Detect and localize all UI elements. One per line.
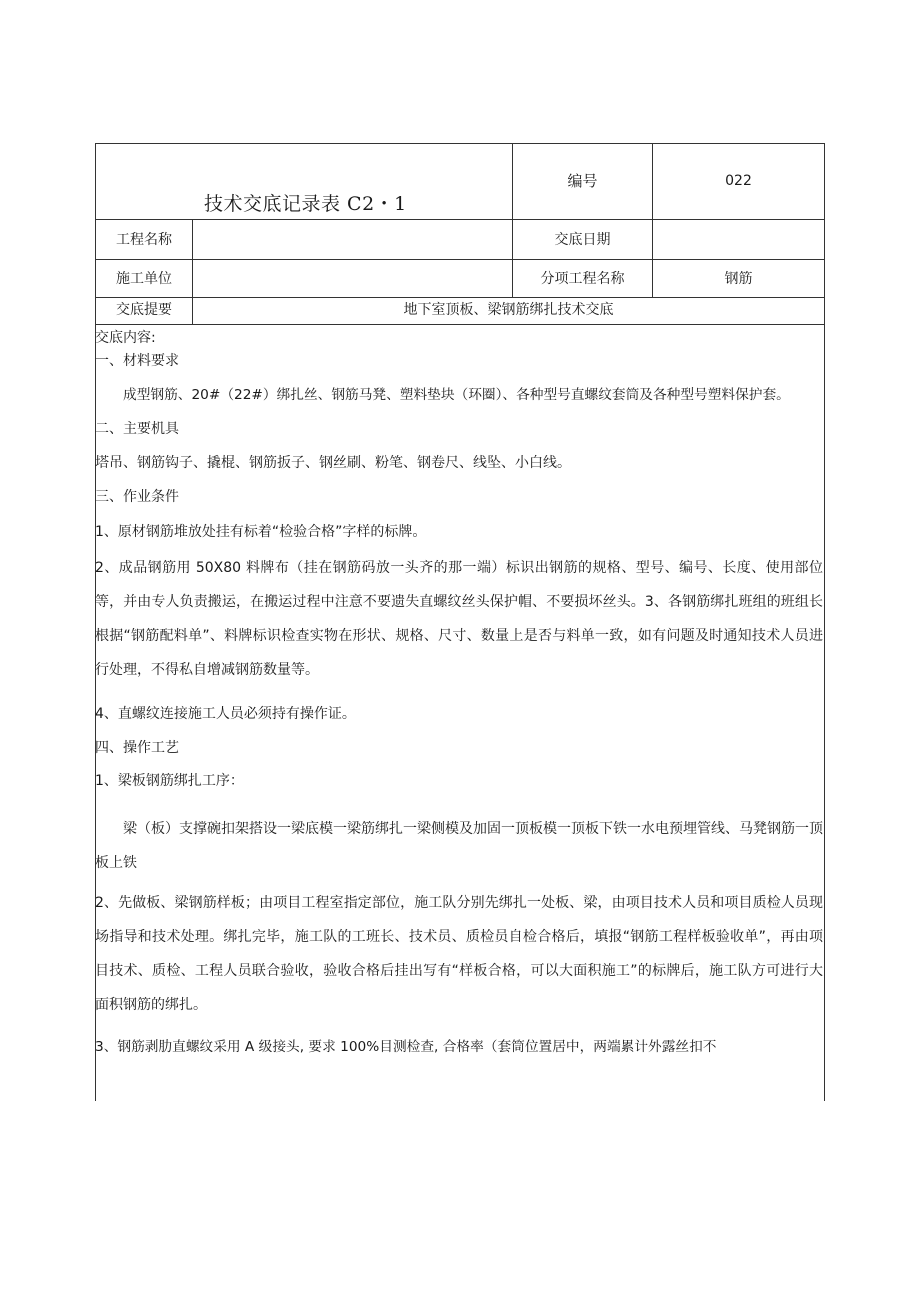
section-heading-conditions: 三、作业条件 xyxy=(95,489,179,505)
condition-4: 4、直螺纹连接施工人员必须持有操作证。 xyxy=(95,706,356,722)
number-value: 022 xyxy=(725,173,752,189)
process-2: 2、先做板、梁钢筋样板；由项目工程室指定部位，施工队分别先绑扎一处板、梁，由项目技术人员和项目质检人员现场指导和技术处理。绑扎完毕，施工队的工班长、技术员、质检员自检合格后，填报“钢筋工程样板验收单”，再由项目技术、质检、工程人员联合验收，验收合格后挂出写有“样板合格，可以大面积施工”的标牌后，施工队方可进行大面积钢筋的绑扎。 xyxy=(95,895,823,1013)
row-divider xyxy=(95,324,825,325)
row-divider xyxy=(95,219,825,220)
process-1-heading: 1、梁板钢筋绑扎工序： xyxy=(95,773,244,789)
subproject-value: 钢筋 xyxy=(724,271,753,287)
process-1-detail: 梁（板）支撑碗扣架搭设一梁底模一梁筋绑扎一梁侧模及加固一顶板模一顶板下铁一水电预埋管线、马凳钢筋一顶板上铁 xyxy=(95,821,823,871)
summary-value: 地下室顶板、梁钢筋绑扎技术交底 xyxy=(403,302,614,318)
materials-text: 成型钢筋、20#（22#）绑扎丝、钢筋马凳、塑料垫块（环圈）、各种型号直螺纹套筒及各种型号塑料保护套。 xyxy=(123,387,790,403)
condition-1: 1、原材钢筋堆放处挂有标着“检验合格”字样的标牌。 xyxy=(95,524,427,540)
form-title: 技术交底记录表 C2・1 xyxy=(204,193,407,215)
tools-text: 塔吊、钢筋钩子、撬棍、钢筋扳子、钢丝刷、粉笔、钢卷尺、线坠、小白线。 xyxy=(95,455,571,471)
subproject-label: 分项工程名称 xyxy=(540,271,625,287)
section-heading-tools: 二、主要机具 xyxy=(95,421,179,437)
border-top xyxy=(95,143,825,144)
date-label: 交底日期 xyxy=(554,232,611,248)
condition-2: 2、成品钢筋用 50X80 料牌布（挂在钢筋码放一头齐的那一端）标识出钢筋的规格、型号、编号、长度、使用部位等，并由专人负责搬运，在搬运过程中注意不要遗失直螺纹丝头保护帽、不要损坏丝头。3、各钢筋绑扎班组的班组长根据“钢筋配料单”、料牌标识检查实物在形状、规格、尺寸、数量上是否与料单一致，如有问题及时通知技术人员进行处理，不得私自增减钢筋数量等。 xyxy=(95,560,823,678)
process-3: 3、钢筋剥肋直螺纹采用 A 级接头, 要求 100%目测检查, 合格率（套筒位置居中，两端累计外露丝扣不 xyxy=(95,1039,717,1055)
section-heading-process: 四、操作工艺 xyxy=(95,740,179,756)
row-divider xyxy=(95,259,825,260)
number-label: 编号 xyxy=(567,172,598,190)
summary-label: 交底提要 xyxy=(116,302,172,318)
border-right xyxy=(824,143,825,1101)
section-heading-materials: 一、材料要求 xyxy=(95,353,179,369)
content-intro: 交底内容: xyxy=(95,330,156,346)
project-name-label: 工程名称 xyxy=(116,232,172,248)
row-divider xyxy=(95,297,825,298)
unit-label: 施工单位 xyxy=(116,271,172,287)
